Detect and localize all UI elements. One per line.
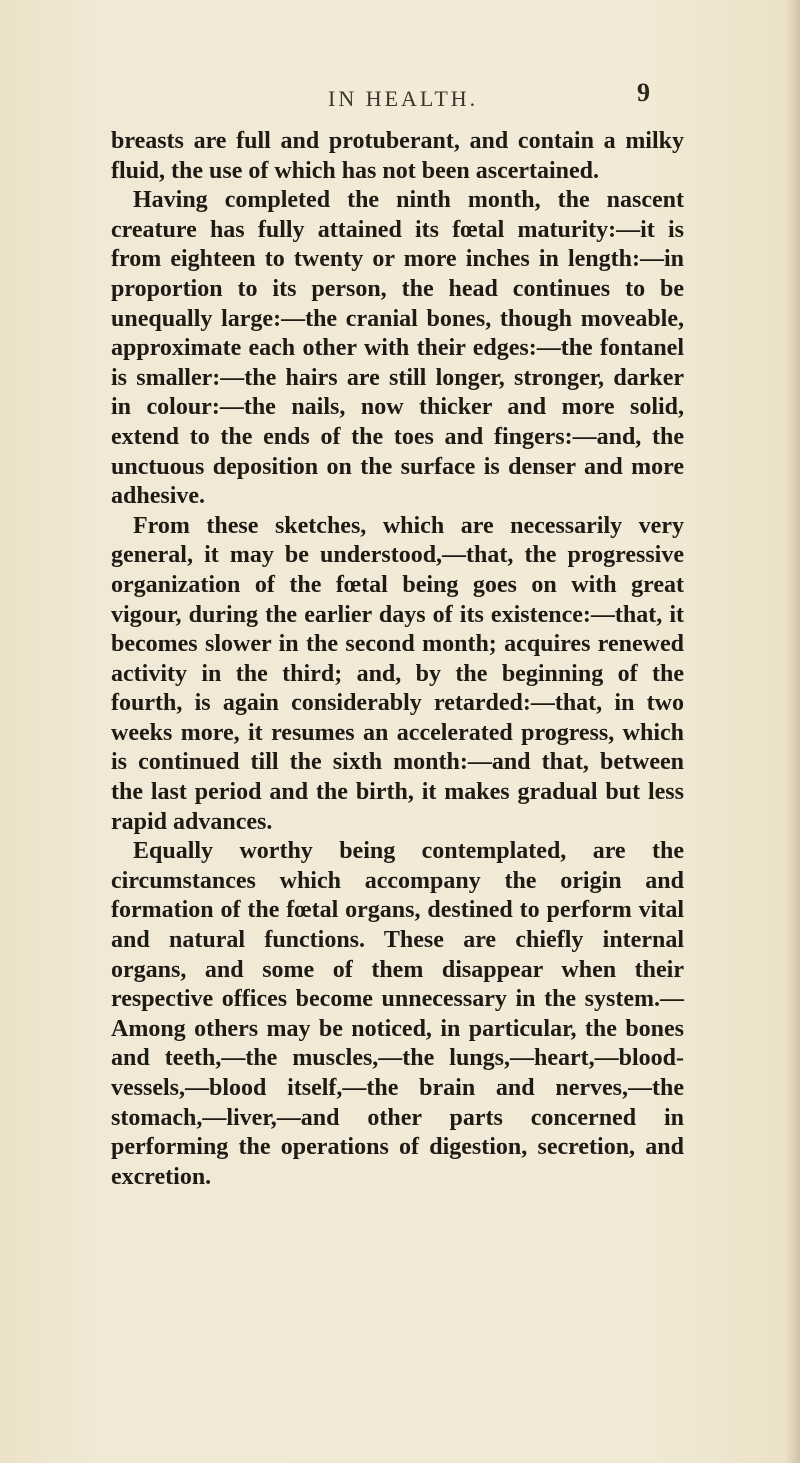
paragraph-1: breasts are full and protuberant, and contain a milky fluid, the use of which has not been ascertained. [111,128,684,184]
paragraph-2: Having completed the ninth month, the nascent creature has fully attained its fœtal maturity:—it is from eighteen to twenty or more inches in length:—in proportion to its person, the head continues to be unequally large:—the cranial bones, though moveable, approximate each other with their edges:—the fontanel is smaller:—the hairs are still longer, stronger, darker in colour:—the nails, now thicker and more solid, extend to the ends of the toes and fingers:—and, the unctuous deposition on the surface is denser and more adhesive. [111,187,684,510]
page-number: 9 [637,78,650,107]
paragraph-4: Equally worthy being contemplated, are the circumstances which accompany the origin and formation of the fœtal organs, destined to perform vital and natural functions. These are chiefly internal organs, and some of them disappear when their respective offices become unnecessary in the system.—Among others may be noticed, in particular, the bones and teeth,—the muscles,—the lungs,—heart,—blood-vessels,—blood itself,—the brain and nerves,—the stomach,—liver,—and other parts concerned in performing the operations of digestion, secretion, and excretion. [111,838,684,1190]
body-text [111,127,684,1192]
running-title: IN HEALTH. [328,86,479,111]
running-head [0,78,800,116]
paragraph-3: From these sketches, which are necessarily very general, it may be understood,—that, the progressive organization of the fœtal being goes on with great vigour, during the earlier days of its existence:—that, it becomes slower in the second month; acquires renewed activity in the third; and, by the beginning of the fourth, is again considerably retarded:—that, in two weeks more, it resumes an accelerated progress, which is continued till the sixth month:—and that, between the last period and the birth, it makes gradual but less rapid advances. [111,512,684,835]
page-edge-shadow [786,0,800,1463]
